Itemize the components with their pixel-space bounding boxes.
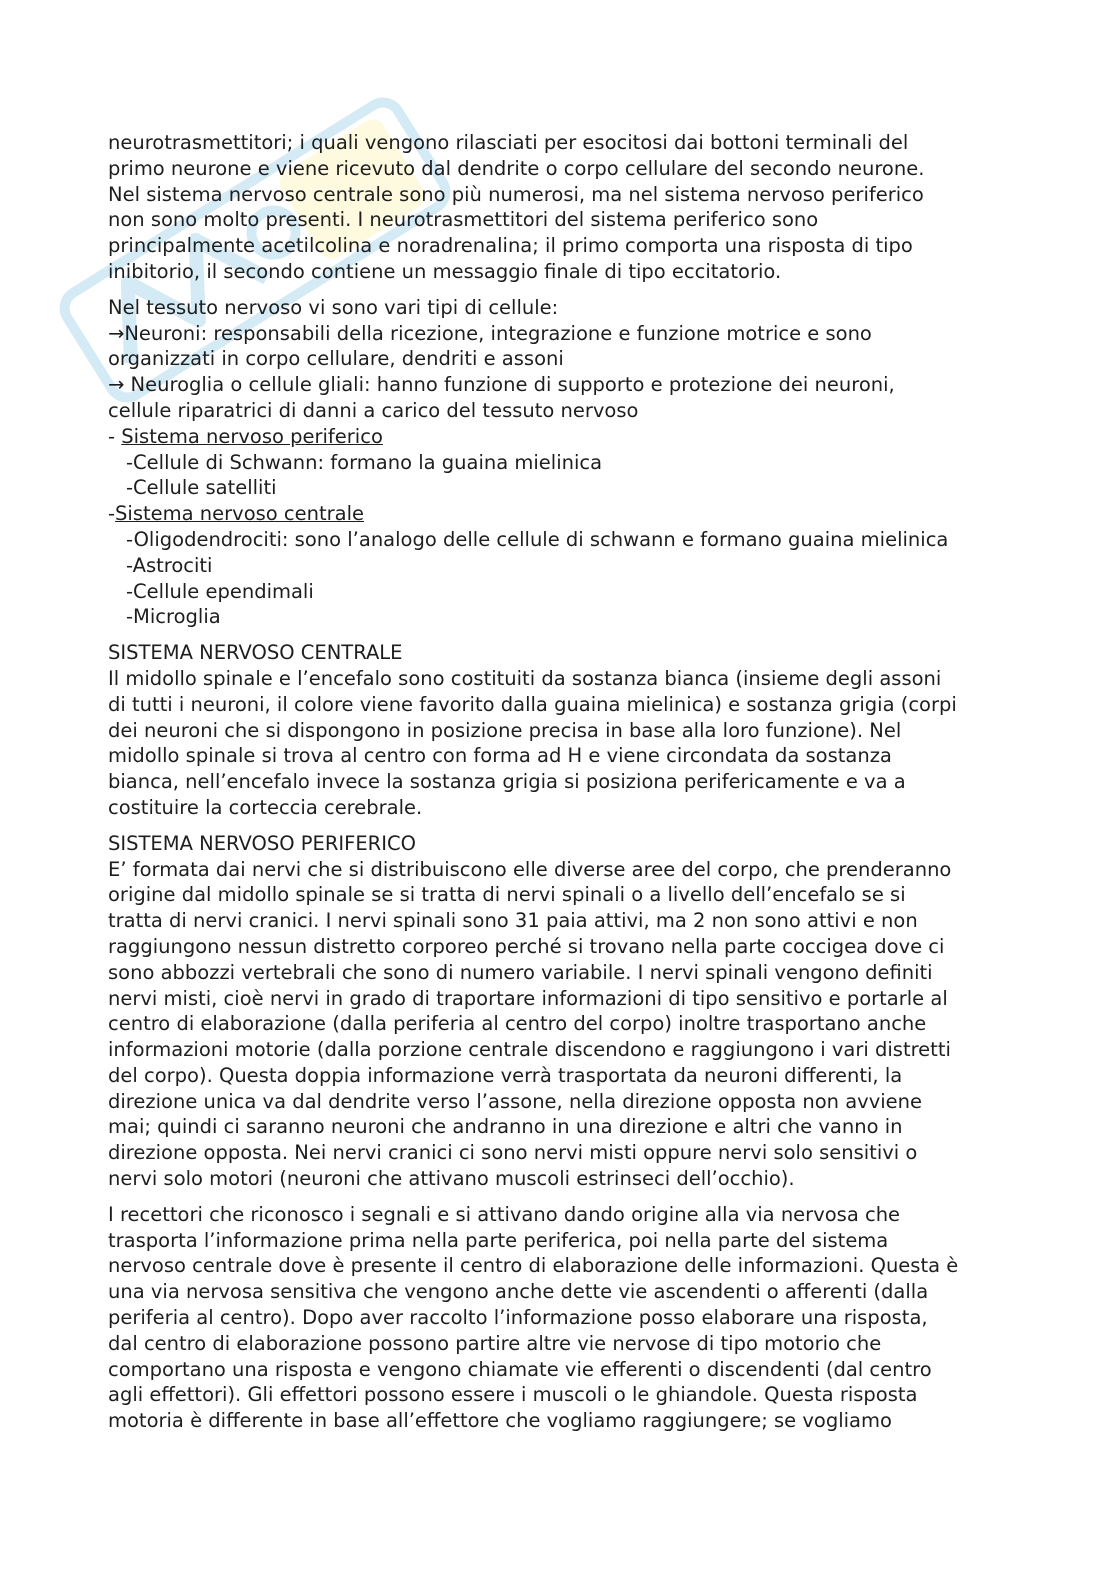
paragraph-snp xyxy=(108,831,1008,1192)
text-line: I recettori che riconosco i segnali e si attivano dando origine alla via nervosa che xyxy=(108,1202,901,1226)
text-line: agli effettori). Gli effettori possono essere i muscoli o le ghiandole. Questa risposta xyxy=(108,1383,918,1407)
text-line: Il midollo spinale e l’encefalo sono costituiti da sostanza bianca (insieme degli assoni xyxy=(108,666,942,690)
text-line: origine dal midollo spinale se si tratta di nervi spinali o a livello dell’encefalo se si xyxy=(108,883,906,907)
text-line: direzione unica va dal dendrite verso l’assone, nella direzione opposta non avviene xyxy=(108,1089,923,1113)
list-item: -Microglia xyxy=(126,605,221,629)
text-line: non sono molto presenti. I neurotrasmettitori del sistema periferico sono xyxy=(108,208,819,232)
list-dash: - xyxy=(108,502,116,526)
section-heading: SISTEMA NERVOSO PERIFERICO xyxy=(108,831,416,855)
paragraph-snc xyxy=(108,640,1008,821)
text-line: del corpo). Questa doppia informazione verrà trasportata da neuroni differenti, la xyxy=(108,1063,903,1087)
subheading-snc xyxy=(108,501,1008,527)
section-heading: SISTEMA NERVOSO CENTRALE xyxy=(108,641,403,665)
text-line: dal centro di elaborazione possono partire altre vie nervose di tipo motorio che xyxy=(108,1331,882,1355)
text-line: primo neurone e viene ricevuto dal dendrite o corpo cellulare del secondo neurone. xyxy=(108,156,925,180)
text-line: motoria è differente in base all’effettore che vogliamo raggiungere; se vogliamo xyxy=(108,1409,892,1433)
text-line: bianca, nell’encefalo invece la sostanza grigia si posiziona perifericamente e va a xyxy=(108,770,906,794)
text-line: una via nervosa sensitiva che vengono anche dette vie ascendenti o afferenti (dalla xyxy=(108,1280,929,1304)
text-line: periferia al centro). Dopo aver raccolto l’informazione posso elaborare una risposta, xyxy=(108,1306,928,1330)
text-line: principalmente acetilcolina e noradrenalina; il primo comporta una risposta di tipo xyxy=(108,234,913,258)
right-arrow-icon: → xyxy=(108,373,125,397)
text-line: sono abbozzi vertebrali che sono di numero variabile. I nervi spinali vengono definiti xyxy=(108,960,933,984)
list-item-neuroglia xyxy=(108,372,1008,398)
subheading-snp xyxy=(108,424,1008,450)
paragraph-recettori xyxy=(108,1202,1008,1434)
text-line: organizzati in corpo cellulare, dendriti e assoni xyxy=(108,347,564,371)
text-line: centro di elaborazione (dalla periferia al centro del corpo) inoltre trasportano anche xyxy=(108,1012,927,1036)
text-line: E’ formata dai nervi che si distribuiscono elle diverse aree del corpo, che prenderanno xyxy=(108,857,952,881)
text-line: Neuroglia o cellule gliali: hanno funzione di supporto e protezione dei neuroni, xyxy=(124,373,895,397)
text-line: cellule riparatrici di danni a carico del tessuto nervoso xyxy=(108,398,639,422)
list-item: -Oligodendrociti: sono l’analogo delle cellule di schwann e formano guaina mielinica xyxy=(126,527,949,551)
list-item: -Cellule di Schwann: formano la guaina mielinica xyxy=(126,450,603,474)
text-line: dei neuroni che si dispongono in posizione precisa in base alla loro funzione). Nel xyxy=(108,718,902,742)
text-line: di tutti i neuroni, il colore viene favorito dalla guaina mielinica) e sostanza grigia (corpi xyxy=(108,692,957,716)
list-item-neuroni xyxy=(108,321,1008,347)
text-line: nervi misti, cioè nervi in grado di traportare informazioni di tipo sensitivo e portarle al xyxy=(108,986,948,1010)
text-line: raggiungono nessun distretto corporeo perché si trovano nella parte coccigea dove ci xyxy=(108,934,945,958)
list-dash: - xyxy=(108,424,122,448)
right-arrow-icon: → xyxy=(108,321,125,345)
list-item: -Cellule satelliti xyxy=(126,476,277,500)
text-line: comportano una risposta e vengono chiamate vie efferenti o discendenti (dal centro xyxy=(108,1357,932,1381)
text-line: inibitorio, il secondo contiene un messaggio finale di tipo eccitatorio. xyxy=(108,259,782,283)
text-line: tratta di nervi cranici. I nervi spinali sono 31 paia attivi, ma 2 non sono attivi e non xyxy=(108,909,918,933)
text-line: Neuroni: responsabili della ricezione, integrazione e funzione motrice e sono xyxy=(124,321,872,345)
list-item: -Astrociti xyxy=(126,553,213,577)
text-line: midollo spinale si trova al centro con forma ad H e viene circondata da sostanza xyxy=(108,744,892,768)
list-item: -Cellule ependimali xyxy=(126,579,314,603)
text-line: neurotrasmettitori; i quali vengono rilasciati per esocitosi dai bottoni terminali del xyxy=(108,131,909,154)
paragraph-tipi-cellule xyxy=(108,295,1008,630)
text-line: costituire la corteccia cerebrale. xyxy=(108,795,423,819)
text-line: mai; quindi ci saranno neuroni che andranno in una direzione e altri che vanno in xyxy=(108,1115,903,1139)
text-line: informazioni motorie (dalla porzione centrale discendono e raggiungono i vari distretti xyxy=(108,1038,951,1062)
underlined-title: Sistema nervoso centrale xyxy=(115,502,365,526)
text-line: nervi solo motori (neuroni che attivano muscoli estrinseci dell’occhio). xyxy=(108,1167,795,1191)
text-line: trasporta l’informazione prima nella parte periferica, poi nella parte del sistema xyxy=(108,1228,889,1252)
paragraph-neurotrasmettitori xyxy=(108,130,1008,285)
document-page xyxy=(108,130,1008,1444)
text-line: Nel tessuto nervoso vi sono vari tipi di cellule: xyxy=(108,295,559,319)
text-line: Nel sistema nervoso centrale sono più numerosi, ma nel sistema nervoso periferico xyxy=(108,182,924,206)
underlined-title: Sistema nervoso periferico xyxy=(121,424,383,448)
text-line: nervoso centrale dove è presente il centro di elaborazione delle informazioni. Questa è xyxy=(108,1254,959,1278)
text-line: direzione opposta. Nei nervi cranici ci sono nervi misti oppure nervi solo sensitivi o xyxy=(108,1141,918,1165)
